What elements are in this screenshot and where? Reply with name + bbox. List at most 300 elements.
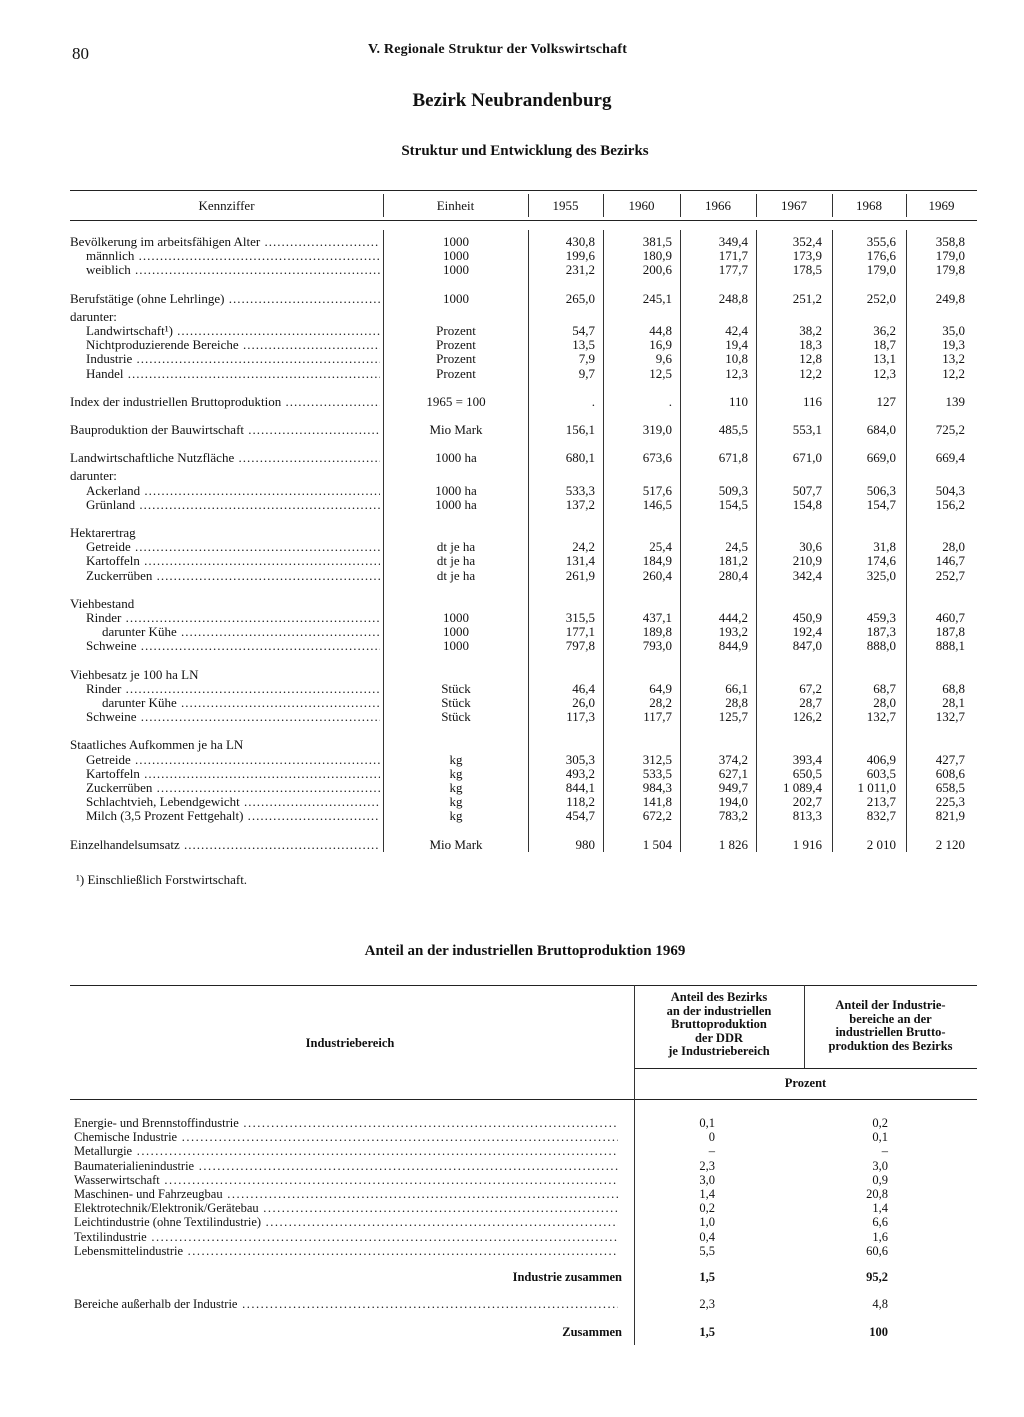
row-value: 12,3 xyxy=(873,365,896,381)
row-value: 12,3 xyxy=(725,365,748,381)
row-value: 28,8 xyxy=(725,695,748,710)
row-value: 673,6 xyxy=(642,450,672,466)
row-label: Maschinen- und Fahrzeugbau ..... xyxy=(74,1187,618,1201)
row-value: 427,7 xyxy=(935,751,965,767)
table-rule xyxy=(70,220,977,221)
row-value: 173,9 xyxy=(792,248,822,264)
col-header-year: 1966 xyxy=(705,198,731,213)
row-value: 137,2 xyxy=(565,496,595,512)
row-value: 444,2 xyxy=(718,610,748,625)
row-unit: kg xyxy=(449,765,463,781)
row-unit: 1000 xyxy=(443,234,469,249)
row-value: 984,3 xyxy=(642,780,672,795)
row-value: 28,7 xyxy=(799,695,822,710)
row-value: 54,7 xyxy=(572,323,595,338)
row-label: Staatliches Aufkommen je ha LN xyxy=(70,738,244,753)
col-header-share-bezirk xyxy=(804,999,977,1053)
row-value: 459,3 xyxy=(866,610,896,625)
row-value: 797,8 xyxy=(565,638,595,654)
row-value: 517,6 xyxy=(642,482,672,498)
row-value: 132,7 xyxy=(935,709,965,725)
row-unit: Stück xyxy=(441,709,471,725)
row-value: 669,0 xyxy=(866,450,896,466)
row-value: 1,6 xyxy=(872,1229,888,1244)
row-value: 35,0 xyxy=(942,323,965,338)
row-value: 64,9 xyxy=(649,680,672,696)
row-value: 28,2 xyxy=(649,695,672,710)
unit-header: Prozent xyxy=(784,1076,827,1090)
row-value: 36,2 xyxy=(873,323,896,338)
row-label: Elektrotechnik/Elektronik/Gerätebau ..... xyxy=(74,1201,618,1215)
row-value: 44,8 xyxy=(649,323,672,338)
row-label: Bereiche außerhalb der Industrie ..... xyxy=(74,1297,618,1311)
row-unit: 1000 xyxy=(443,610,469,625)
header-line: produktion des Bezirks xyxy=(828,1038,953,1053)
row-label: Viehbesatz je 100 ha LN xyxy=(70,667,199,682)
row-value: 60,6 xyxy=(866,1243,888,1258)
header-line: Bruttoproduktion xyxy=(671,1017,767,1031)
row-label: Einzelhandelsumsatz ..... xyxy=(70,838,380,852)
row-value: 454,7 xyxy=(565,808,595,824)
row-value: 1,0 xyxy=(699,1215,715,1230)
row-value: 793,0 xyxy=(642,638,672,654)
row-value: 156,2 xyxy=(935,496,965,512)
row-value: 3,0 xyxy=(699,1172,715,1187)
row-value: 0,1 xyxy=(872,1130,888,1145)
row-label: männlich ..... xyxy=(70,249,380,263)
row-value: 31,8 xyxy=(873,539,896,555)
total-value: 1,5 xyxy=(699,1325,715,1340)
row-value: 650,5 xyxy=(792,765,822,781)
row-unit: 1000 xyxy=(443,638,469,654)
row-value: 68,8 xyxy=(942,680,965,696)
row-value: 28,1 xyxy=(942,695,965,710)
row-value: 28,0 xyxy=(873,695,896,710)
row-value: 19,3 xyxy=(942,337,965,353)
row-label: darunter Kühe ..... xyxy=(70,696,380,710)
row-value: 12,2 xyxy=(942,365,965,381)
table1-title: Struktur und Entwicklung des Bezirks xyxy=(401,143,649,159)
row-value: 325,0 xyxy=(866,567,896,583)
header-line: der DDR xyxy=(694,1030,744,1045)
header-line: je Industriebereich xyxy=(668,1044,770,1058)
row-label: Nichtproduzierende Bereiche ..... xyxy=(70,338,380,352)
row-value: 342,4 xyxy=(792,567,822,583)
row-unit: kg xyxy=(449,808,463,824)
page-title: Bezirk Neubrandenburg xyxy=(412,90,612,111)
row-value: 1 011,0 xyxy=(857,780,896,795)
row-value: 7,9 xyxy=(578,351,595,367)
row-value: 1 826 xyxy=(718,836,748,852)
col-header-einheit: Einheit xyxy=(436,198,475,213)
row-value: 0 xyxy=(708,1130,715,1145)
row-value: 980 xyxy=(575,836,595,852)
row-value: 406,9 xyxy=(866,751,896,767)
row-value: 671,0 xyxy=(792,450,822,466)
row-value: 180,9 xyxy=(642,248,672,264)
row-value: 194,0 xyxy=(718,794,748,810)
row-unit: Stück xyxy=(441,680,471,696)
row-value: 2 120 xyxy=(935,836,965,852)
row-value: 154,5 xyxy=(718,496,748,512)
row-value: 10,8 xyxy=(725,351,748,367)
subtotal-value: 1,5 xyxy=(699,1270,715,1284)
row-value: 181,2 xyxy=(718,553,748,569)
row-value: 26,0 xyxy=(572,695,595,710)
table-rule xyxy=(70,985,977,986)
row-label: Getreide ..... xyxy=(70,540,380,554)
col-header-industriebereich: Industriebereich xyxy=(305,1036,395,1050)
row-value: 177,1 xyxy=(565,624,595,640)
row-value: 460,7 xyxy=(935,610,965,625)
row-value: 68,7 xyxy=(873,680,896,696)
row-value: 450,9 xyxy=(792,610,822,625)
industry-share-table xyxy=(70,985,977,1345)
table-rule xyxy=(70,190,977,191)
row-label: Viehbestand xyxy=(70,596,135,611)
row-unit: kg xyxy=(449,751,463,767)
row-value: 248,8 xyxy=(718,290,748,306)
row-value: 485,5 xyxy=(718,422,748,437)
header-line: Anteil der Industrie- xyxy=(835,998,946,1012)
page-number: 80 xyxy=(72,44,89,63)
col-header-year: 1967 xyxy=(781,198,807,213)
row-value: 18,7 xyxy=(873,337,896,353)
header-line: industriellen Brutto- xyxy=(835,1025,946,1039)
row-unit: 1000 xyxy=(443,248,469,264)
col-header-kennziffer: Kennziffer xyxy=(198,198,255,213)
row-value: 2,3 xyxy=(699,1297,715,1312)
row-value: 358,8 xyxy=(935,234,965,249)
row-value: 949,7 xyxy=(718,780,748,795)
row-value: 1 916 xyxy=(792,836,822,852)
row-value: 117,7 xyxy=(643,709,672,725)
row-value: 507,7 xyxy=(792,482,822,498)
total-label: Zusammen xyxy=(562,1325,622,1340)
row-value: 42,4 xyxy=(725,323,748,338)
row-label: Handel ..... xyxy=(70,367,380,381)
row-value: 671,8 xyxy=(718,450,748,466)
row-value: 0,9 xyxy=(872,1172,888,1187)
row-unit: 1000 ha xyxy=(435,496,477,512)
row-value: – xyxy=(708,1144,715,1159)
row-unit: 1000 xyxy=(443,624,469,640)
row-value: 176,6 xyxy=(866,248,896,264)
row-value: 251,2 xyxy=(792,290,822,306)
row-value: 199,6 xyxy=(565,248,595,264)
row-label: Schweine ..... xyxy=(70,639,380,653)
header-line: an der industriellen xyxy=(666,1003,772,1018)
row-value: 352,4 xyxy=(792,234,822,249)
row-label: Schweine ..... xyxy=(70,710,380,724)
row-value: 12,2 xyxy=(799,365,822,381)
col-header-year: 1968 xyxy=(856,198,882,213)
row-value: 261,9 xyxy=(565,567,595,583)
row-label: Rinder ..... xyxy=(70,682,380,696)
row-label: Industrie ..... xyxy=(70,352,380,366)
row-label: Textilindustrie ..... xyxy=(74,1230,618,1244)
row-value: 38,2 xyxy=(799,323,822,338)
row-label: Getreide ..... xyxy=(70,753,380,767)
row-value: 4,8 xyxy=(872,1297,888,1312)
row-value: 139 xyxy=(945,393,965,409)
row-unit: Mio Mark xyxy=(429,422,483,437)
row-value: 6,6 xyxy=(872,1215,888,1230)
row-value: 156,1 xyxy=(565,422,595,437)
row-unit: Stück xyxy=(441,695,471,710)
header-line: bereiche an der xyxy=(849,1011,932,1026)
row-value: 355,6 xyxy=(866,234,896,249)
row-value: 210,9 xyxy=(792,553,822,569)
row-label: Metallurgie ..... xyxy=(74,1144,618,1158)
running-title: V. Regionale Struktur der Volkswirtschaft xyxy=(368,42,628,57)
row-value: 2,3 xyxy=(699,1158,715,1173)
total-value: 100 xyxy=(869,1325,888,1340)
row-label: darunter Kühe ..... xyxy=(70,625,380,639)
row-label: Kartoffeln ..... xyxy=(70,767,380,781)
row-value: 187,8 xyxy=(935,624,965,640)
row-label: Ackerland ..... xyxy=(70,484,380,498)
row-value: 506,3 xyxy=(866,482,896,498)
row-value: 19,4 xyxy=(725,337,748,353)
row-value: 627,1 xyxy=(718,765,748,781)
row-value: 193,2 xyxy=(718,624,748,640)
col-header-year: 1960 xyxy=(628,198,655,213)
row-value: 5,5 xyxy=(699,1243,715,1258)
row-unit: Prozent xyxy=(436,323,476,338)
row-value: 1 504 xyxy=(642,836,672,852)
row-value: 12,5 xyxy=(649,365,672,381)
row-value: 132,7 xyxy=(866,709,896,725)
row-label: Grünland ..... xyxy=(70,498,380,512)
row-value: 2 010 xyxy=(866,836,896,852)
row-label: Kartoffeln ..... xyxy=(70,554,380,568)
row-value: 13,5 xyxy=(572,337,595,353)
row-label: Lebensmittelindustrie ..... xyxy=(74,1244,618,1258)
row-value: . xyxy=(668,393,672,409)
row-unit: Prozent xyxy=(436,337,476,353)
row-value: 13,1 xyxy=(873,351,896,367)
row-value: 9,7 xyxy=(578,365,595,381)
row-value: 684,0 xyxy=(866,422,896,437)
row-value: 888,1 xyxy=(935,638,965,654)
row-value: 179,0 xyxy=(866,262,896,278)
row-value: 225,3 xyxy=(935,794,965,810)
row-value: 430,8 xyxy=(565,234,595,249)
row-value: 252,0 xyxy=(866,290,896,306)
col-header-year: 1955 xyxy=(552,198,579,213)
row-label: Landwirtschaft¹) ..... xyxy=(70,324,380,338)
row-value: 192,4 xyxy=(792,624,822,640)
row-value: 154,7 xyxy=(866,496,896,512)
row-value: 493,2 xyxy=(565,765,595,781)
row-value: 0,2 xyxy=(872,1116,888,1130)
row-value: 553,1 xyxy=(792,422,822,437)
row-value: 349,4 xyxy=(718,234,748,249)
row-label: Landwirtschaftliche Nutzfläche ..... xyxy=(70,451,380,465)
row-label: darunter: xyxy=(70,309,117,324)
row-value: 184,9 xyxy=(642,553,672,569)
row-unit: dt je ha xyxy=(436,539,476,555)
row-value: 844,9 xyxy=(718,638,748,654)
row-value: 832,7 xyxy=(866,808,896,824)
row-value: 117,3 xyxy=(566,709,595,725)
row-value: 13,2 xyxy=(942,351,965,367)
row-label: Baumaterialienindustrie ..... xyxy=(74,1159,618,1173)
row-value: 374,2 xyxy=(718,751,748,767)
col-header-year: 1969 xyxy=(928,198,955,213)
row-value: 127 xyxy=(876,393,896,409)
row-value: 437,1 xyxy=(642,610,672,625)
footnote: ¹) Einschließlich Forstwirtschaft. xyxy=(76,872,248,887)
row-value: 110 xyxy=(728,393,748,409)
row-value: 131,4 xyxy=(565,553,595,569)
subtotal-label: Industrie zusammen xyxy=(512,1270,622,1284)
row-value: 509,3 xyxy=(718,482,748,498)
structure-table xyxy=(70,190,977,850)
row-value: 28,0 xyxy=(942,539,965,555)
row-value: 177,7 xyxy=(718,262,748,278)
row-unit: 1965 = 100 xyxy=(426,393,486,409)
row-value: 315,5 xyxy=(565,610,595,625)
row-value: 25,4 xyxy=(649,539,672,555)
row-value: 821,9 xyxy=(935,808,965,824)
row-value: 265,0 xyxy=(565,290,595,306)
row-value: 24,2 xyxy=(572,539,595,555)
row-unit: Prozent xyxy=(436,351,476,367)
row-label: Rinder ..... xyxy=(70,611,380,625)
row-value: 20,8 xyxy=(866,1187,888,1201)
row-value: 116 xyxy=(802,393,822,409)
row-value: 231,2 xyxy=(565,262,595,278)
row-value: 146,5 xyxy=(642,496,672,512)
row-value: 1,4 xyxy=(699,1187,715,1201)
row-value: 844,1 xyxy=(565,780,595,795)
row-value: 30,6 xyxy=(799,539,822,555)
row-value: 171,7 xyxy=(718,248,748,264)
row-value: 187,3 xyxy=(866,624,896,640)
row-label: darunter: xyxy=(70,469,117,484)
row-value: 245,1 xyxy=(642,290,672,306)
row-value: 608,6 xyxy=(935,765,965,781)
row-value: 504,3 xyxy=(935,482,965,498)
row-unit: 1000 ha xyxy=(435,450,477,466)
row-value: 0,1 xyxy=(699,1116,715,1130)
row-value: 0,2 xyxy=(699,1201,715,1216)
row-value: 533,3 xyxy=(565,482,595,498)
row-label: Chemische Industrie ..... xyxy=(74,1130,618,1144)
row-value: 66,1 xyxy=(725,680,748,696)
row-value: 249,8 xyxy=(935,290,965,306)
row-value: 393,4 xyxy=(792,751,822,767)
row-value: 125,7 xyxy=(718,709,748,725)
row-label: Zuckerrüben ..... xyxy=(70,781,380,795)
row-value: 725,2 xyxy=(935,422,965,437)
col-header-share-ddr xyxy=(634,991,804,1059)
row-label: Leichtindustrie (ohne Textilindustrie) ..... xyxy=(74,1215,618,1229)
row-value: 319,0 xyxy=(642,422,672,437)
row-value: 260,4 xyxy=(642,567,672,583)
row-value: 847,0 xyxy=(792,638,822,654)
row-value: 12,8 xyxy=(799,351,822,367)
row-value: 603,5 xyxy=(866,765,896,781)
row-unit: 1000 ha xyxy=(435,482,477,498)
row-value: 9,6 xyxy=(655,351,672,367)
row-value: 118,2 xyxy=(566,794,595,810)
row-value: 146,7 xyxy=(935,553,965,569)
row-value: 783,2 xyxy=(718,808,748,824)
row-value: 178,5 xyxy=(792,262,822,278)
row-value: 305,3 xyxy=(565,751,595,767)
row-value: 189,8 xyxy=(642,624,672,640)
row-value: 141,8 xyxy=(642,794,672,810)
row-value: 669,4 xyxy=(935,450,965,466)
row-value: 381,5 xyxy=(642,234,672,249)
row-value: 3,0 xyxy=(872,1158,888,1173)
row-value: 154,8 xyxy=(792,496,822,512)
row-value: 67,2 xyxy=(799,680,822,696)
row-value: 813,3 xyxy=(792,808,822,824)
row-label: Schlachtvieh, Lebendgewicht ..... xyxy=(70,795,380,809)
row-value: 18,3 xyxy=(799,337,822,353)
row-value: 658,5 xyxy=(935,780,965,795)
row-value: 888,0 xyxy=(866,638,896,654)
table-rule xyxy=(70,1099,977,1100)
row-value: 0,4 xyxy=(699,1229,715,1244)
row-value: – xyxy=(881,1144,888,1159)
row-value: 213,7 xyxy=(866,794,896,810)
row-unit: 1000 xyxy=(443,290,469,306)
row-label: Index der industriellen Bruttoproduktion ..... xyxy=(70,395,380,409)
subtotal-value: 95,2 xyxy=(866,1270,888,1284)
row-value: . xyxy=(591,393,595,409)
row-value: 200,6 xyxy=(642,262,672,278)
row-unit: kg xyxy=(449,794,463,810)
row-value: 179,0 xyxy=(935,248,965,264)
row-label: Bauproduktion der Bauwirtschaft ..... xyxy=(70,423,380,437)
row-label: Berufstätige (ohne Lehrlinge) ..... xyxy=(70,292,380,306)
row-unit: kg xyxy=(449,780,463,795)
row-label: Wasserwirtschaft ..... xyxy=(74,1173,618,1187)
row-value: 16,9 xyxy=(649,337,672,353)
row-value: 174,6 xyxy=(866,553,896,569)
row-value: 46,4 xyxy=(572,680,595,696)
row-unit: Mio Mark xyxy=(429,836,483,852)
row-value: 179,8 xyxy=(935,262,965,278)
row-value: 533,5 xyxy=(642,765,672,781)
row-value: 202,7 xyxy=(792,794,822,810)
row-label: Bevölkerung im arbeitsfähigen Alter ..... xyxy=(70,235,380,249)
row-value: 280,4 xyxy=(718,567,748,583)
row-unit: dt je ha xyxy=(436,567,476,583)
row-value: 672,2 xyxy=(642,808,672,824)
row-label: weiblich ..... xyxy=(70,263,380,277)
row-value: 680,1 xyxy=(565,450,595,466)
table-rule xyxy=(634,1068,977,1069)
row-label: Energie- und Brennstoffindustrie ..... xyxy=(74,1116,618,1130)
row-value: 24,5 xyxy=(725,539,748,555)
row-label: Zuckerrüben ..... xyxy=(70,569,380,583)
row-label: Milch (3,5 Prozent Fettgehalt) ..... xyxy=(70,809,380,823)
header-line: Anteil des Bezirks xyxy=(670,990,768,1004)
row-unit: dt je ha xyxy=(436,553,476,569)
row-value: 126,2 xyxy=(792,709,822,725)
row-value: 252,7 xyxy=(935,567,965,583)
table2-title: Anteil an der industriellen Bruttoproduktion 1969 xyxy=(364,943,686,959)
row-label: Hektarertrag xyxy=(70,526,136,540)
row-unit: 1000 xyxy=(443,262,469,278)
row-value: 312,5 xyxy=(642,751,672,767)
